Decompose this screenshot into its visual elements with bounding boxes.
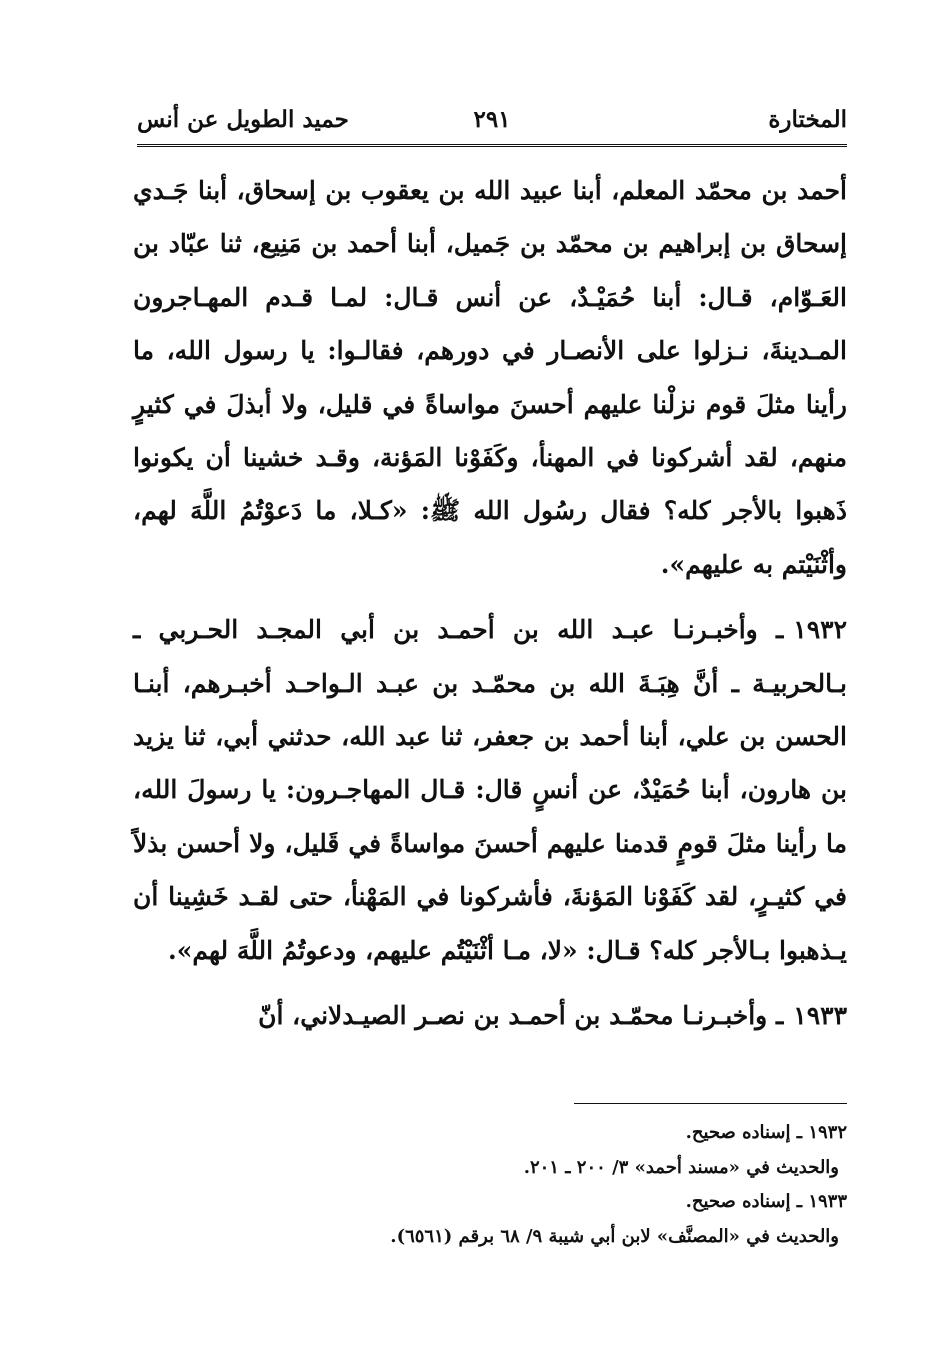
hadith-number: ١٩٣٢ bbox=[793, 615, 847, 645]
section-title: حميد الطويل عن أنس bbox=[137, 106, 349, 133]
hadith-1932 bbox=[133, 603, 847, 977]
paragraph-continuation: أحمد بن محمّد المعلم، أبنا عبيد الله بن يعقوب بن إسحاق، أبنا جَـدي إسحاق بن إبراهيم بن محمّد بن جَميل، أبنا أحمد بن مَنِيع، ثنا عبّاد بن العَـوّام، قـال: أبنا حُمَيْـدٌ، عن أنس قـال: لمـا قـدم المهـاجرون المـدينةَ، نـزلوا على الأنصـار في دورهم، فقالـوا: يا رسول الله، ما رأينا مثلَ قوم نزلْنا عليهم أحسنَ مواساةً في قليل، ولا أبذلَ في كثيرٍ منهم، لقد أشركونا في المهنأ، وكَفَوْنا المَؤنة، وقـد خشينا أن يكونوا ذَهبوا بالأجر كله؟ فقال رسُول الله ﷺ: «كـلا، ما دَعوْتُمُ اللَّهَ لهم، وأثْنَيْتم به عليهم». bbox=[133, 176, 847, 579]
footnote-divider bbox=[574, 1103, 847, 1104]
footnote-line: ١٩٣٣ ـ إسناده صحيح. bbox=[685, 1191, 847, 1212]
hadith-number: ١٩٣٣ bbox=[793, 1001, 847, 1031]
main-text bbox=[133, 164, 847, 1043]
footnotes bbox=[200, 1116, 847, 1254]
footnote-line: والحديث في «مسند أحمد» ٣/ ٢٠٠ ـ ٢٠١. bbox=[523, 1156, 839, 1178]
header-divider bbox=[137, 144, 847, 147]
running-header bbox=[137, 98, 847, 142]
hadith-1933 bbox=[133, 989, 847, 1042]
book-title: المختارة bbox=[768, 106, 847, 133]
page-number: ٢٩١ bbox=[473, 106, 511, 133]
footnote-line: ١٩٣٢ ـ إسناده صحيح. bbox=[685, 1122, 847, 1143]
hadith-text: ـ وأخبـرنـا عبـد الله بن أحمـد بن أبي المجـد الحـربي ـ بـالحربيـة ـ أنَّ هِبَـةَ الله بن محمّـد بن عبـد الـواحـد أخبـرهم، أبنـا الحسن بن علي، أبنا أحمد بن جعفر، ثنا عبد الله، حدثني أبي، ثنا يزيد بن هارون، أبنا حُمَيْدٌ، عن أنسٍ قال: قـال المهاجـرون: يا رسولَ الله، ما رأينا مثلَ قومٍ قدمنا عليهم أحسنَ مواساةً في قَليل، ولا أحسن بذلاً في كثيـرٍ، لقد كَفَوْنا المَؤنةَ، فأشركونا في المَهْنأ، حتى لقـد خَشِينا أن يـذهبوا بـالأجر كله؟ قـال: «لا، مـا أثْنَيْتُم عليهم، ودعوتُمُ اللَّهَ لهم». bbox=[133, 615, 847, 965]
hadith-text: ـ وأخبـرنـا محمّـد بن أحمـد بن نصـر الصيـدلاني، أنّ bbox=[258, 1001, 784, 1031]
footnote-line: والحديث في «المصنَّف» لابن أبي شيبة ٩/ ٦٨ برقم (٦٥٦١). bbox=[390, 1225, 839, 1247]
